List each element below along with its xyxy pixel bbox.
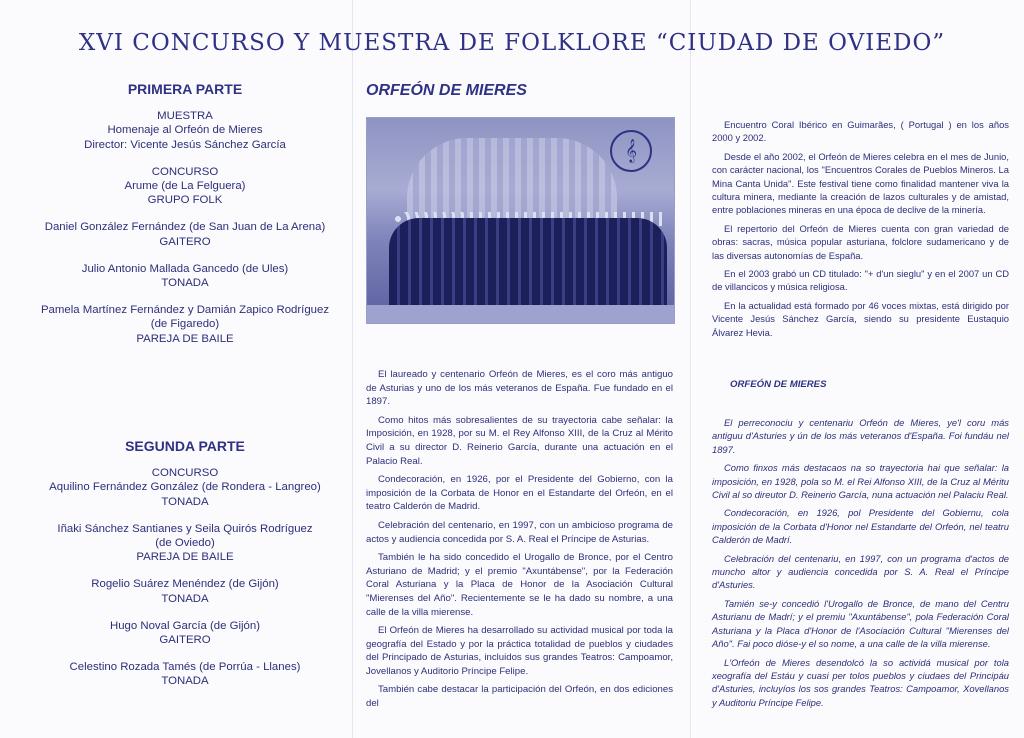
orfeon-spanish-text-continued xyxy=(712,118,1009,344)
paragraph: L'Orfeón de Mieres desendolcó la so actividá musical por tola xeografía del Estáu y cuasi per tolos pueblos y ciudaes del Principáu d'Asturies, incluyíos los sos grandes Teatros: Campoamor, Xovellanos y Auditoriu Príncipe Felipe. xyxy=(712,656,1009,708)
first-part-entry-line: GRUPO FOLK xyxy=(147,194,223,207)
second-part-entry xyxy=(20,577,350,605)
first-part-entry-line: (de Figaredo) xyxy=(150,318,220,331)
first-part-entry-line: Pamela Martínez Fernández y Damián Zapico Rodríguez xyxy=(40,304,330,317)
second-part-entry-line: TONADA xyxy=(161,592,209,605)
orfeon-asturian-text xyxy=(712,416,1009,714)
fold-line-right xyxy=(690,0,691,738)
orfeon-heading: ORFEÓN DE MIERES xyxy=(366,82,527,99)
paragraph: El laureado y centenario Orfeón de Mieres, es el coro más antiguo de Asturias y uno de los más veteranos de España. Fue fundado en el 1897. xyxy=(366,369,673,408)
paragraph: El Orfeón de Mieres ha desarrollado su actividad musical por toda la geografía del Estado y por la práctica totalidad de pueblos y ciudades del Principado de Asturias, incluidos sus grandes Teatros: Campoamor, Jovellanos y Auditorio Príncipe Felipe. xyxy=(366,625,673,677)
first-part-entry-line: PAREJA DE BAILE xyxy=(136,332,234,345)
orfeon-spanish-text xyxy=(366,368,673,716)
first-part-entry xyxy=(20,220,350,248)
paragraph: Condecoración, en 1926, pol Presidente del Gobiernu, cola imposición de la Corbata d'Honor nel Estandarte del Orfeón, nel teatru Calderón de Madrí. xyxy=(712,507,1009,546)
second-part-entry-line: TONADA xyxy=(161,675,209,688)
second-part-entry xyxy=(20,619,350,647)
first-part-entry-line: GAITERO xyxy=(159,235,211,248)
paragraph: Celebración del centenario, en 1997, con un ambicioso programa de actos y audiencia concedida por S. A. Real el Príncipe de Asturias. xyxy=(366,519,673,545)
programme-second-part xyxy=(20,439,350,689)
second-part-heading: SEGUNDA PARTE xyxy=(125,438,245,454)
paragraph: Encuentro Coral Ibérico en Guimarães, ( Portugal ) en los años 2000 y 2002. xyxy=(712,119,1009,144)
second-part-entry-line: TONADA xyxy=(161,495,209,508)
paragraph: En la actualidad está formado por 46 voces mixtas, está dirigido por Vicente Jesús Sánchez García, siendo su presidente Eustaquio Álvarez Hevia. xyxy=(712,299,1009,338)
second-part-entry-line: CONCURSO xyxy=(151,467,219,480)
first-part-entry-line: CONCURSO xyxy=(151,165,219,178)
paragraph: Condecoración, en 1926, por el Presidente del Gobierno, con la imposición de la Corbata de Honor en el Estandarte del Orfeón, en el teatro Calderón de Madrid. xyxy=(366,474,673,513)
first-part-entry-line: Homenaje al Orfeón de Mieres xyxy=(107,124,263,137)
second-part-entry-line: Rogelio Suárez Menéndez (de Gijón) xyxy=(91,578,279,591)
first-part-entry-line: Daniel González Fernández (de San Juan de La Arena) xyxy=(44,221,326,234)
first-part-entry xyxy=(20,262,350,290)
second-part-entry-line: PAREJA DE BAILE xyxy=(136,551,234,564)
second-part-entry xyxy=(20,522,350,565)
first-part-entry-line: MUESTRA xyxy=(157,110,213,123)
second-part-entry-line: Hugo Noval García (de Gijón) xyxy=(109,619,261,632)
second-part-entry-line: Aquilino Fernández González (de Rondera - Langreo) xyxy=(49,481,321,494)
photo-floor xyxy=(367,305,674,323)
second-part-entry-line: (de Oviedo) xyxy=(155,537,215,550)
orfeon-subheading: ORFEÓN DE MIERES xyxy=(730,379,827,390)
paragraph: Desde el año 2002, el Orfeón de Mieres celebra en el mes de Junio, con carácter nacional, los "Encuentros Corales de Pueblos Mineros. La Mina Canta Unida". Este festival tiene como finalidad mantener viva la cultura minera, mediante la creación de lazos culturales y de amistad, entre poblaciones mineras en una época de declive de la minería. xyxy=(712,150,1009,216)
first-part-entry-line: Director: Vicente Jesús Sánchez García xyxy=(84,138,286,151)
first-part-heading: PRIMERA PARTE xyxy=(127,81,243,97)
second-part-entry-line: GAITERO xyxy=(159,634,211,647)
second-part-list xyxy=(20,466,350,688)
first-part-entry xyxy=(20,303,350,346)
first-part-entry xyxy=(20,165,350,208)
first-part-entry-line: Julio Antonio Mallada Gancedo (de Ules) xyxy=(81,262,289,275)
paragraph: Tamién se-y concedió l'Urogallo de Bronce, de mano del Centru Asturianu de Madrí; y el premiu "Axuntábense", pola Federación Coral Asturiana y la Placa d'Honor de l'Asociación Cultural "Mierenses del Año". Fai poco dióse-y el so nome, a una calle de la villa mierense. xyxy=(712,597,1009,650)
second-part-entry xyxy=(20,660,350,688)
fold-line-left xyxy=(352,0,353,738)
choir-photo xyxy=(366,117,675,324)
page-title: XVI CONCURSO Y MUESTRA DE FOLKLORE “CIUDAD DE OVIEDO” xyxy=(78,30,946,56)
paragraph: Como finxos más destacaos na so trayectoria hai que señalar: la imposición, en 1928, pola so M. el Rei Alfonso XIII, de la Cruz al Méritu Civil al so direutor D. Reinerio García, nuna actuación nel Palaciu Real. xyxy=(712,462,1009,501)
first-part-entry-line: Arume (de La Felguera) xyxy=(124,180,246,193)
paragraph: También le ha sido concedido el Urogallo de Bronce, por el Centro Asturiano de Madrid; y el premio "Axuntábense", por la Federación Coral Asturiana y la Placa de Honor de la Asociación Cultural "Mierenses del Año". Recientemente se le ha dado su nombre, a una calle de la villa mierense. xyxy=(366,552,673,618)
second-part-entry xyxy=(20,466,350,509)
paragraph: Celebración del centenariu, en 1997, con un programa d'actos de muncho altor y audiencia concedida por S. A. Real el Príncipe d'Asturies. xyxy=(712,552,1009,591)
choir-emblem-icon: 𝄞 xyxy=(610,130,652,172)
programme-first-part xyxy=(20,82,350,346)
first-part-entry xyxy=(20,109,350,152)
paragraph: El perreconociu y centenariu Orfeón de Mieres, ye'l coru más antiguu d'Asturies y ún de los más veteranos d'España. Foi fundáu nel 1897. xyxy=(712,417,1009,455)
first-part-list xyxy=(20,109,350,346)
paragraph: También cabe destacar la participación del Orfeón, en dos ediciones del xyxy=(366,684,673,710)
paragraph: Como hitos más sobresalientes de su trayectoria cabe señalar: la Imposición, en 1928, por su M. el Rey Alfonso XIII, de la Cruz al Mérito Civil a su director D. Reinerio García, durante una actuación en el Palacio Real. xyxy=(366,414,673,467)
second-part-entry-line: Iñaki Sánchez Santianes y Seila Quirós Rodríguez xyxy=(57,522,313,535)
paragraph: El repertorio del Orfeón de Mieres cuenta con gran variedad de obras: sacras, música popular asturiana, folclore sudamericano y de las diversas autonomías de España. xyxy=(712,222,1009,261)
photo-choir-members xyxy=(389,218,667,310)
paragraph: En el 2003 grabó un CD titulado: "+ d'un sieglu" y en el 2007 un CD de villancicos y música religiosa. xyxy=(712,268,1009,293)
first-part-entry-line: TONADA xyxy=(161,277,209,290)
second-part-entry-line: Celestino Rozada Tamés (de Porrúa - Llanes) xyxy=(69,661,301,674)
